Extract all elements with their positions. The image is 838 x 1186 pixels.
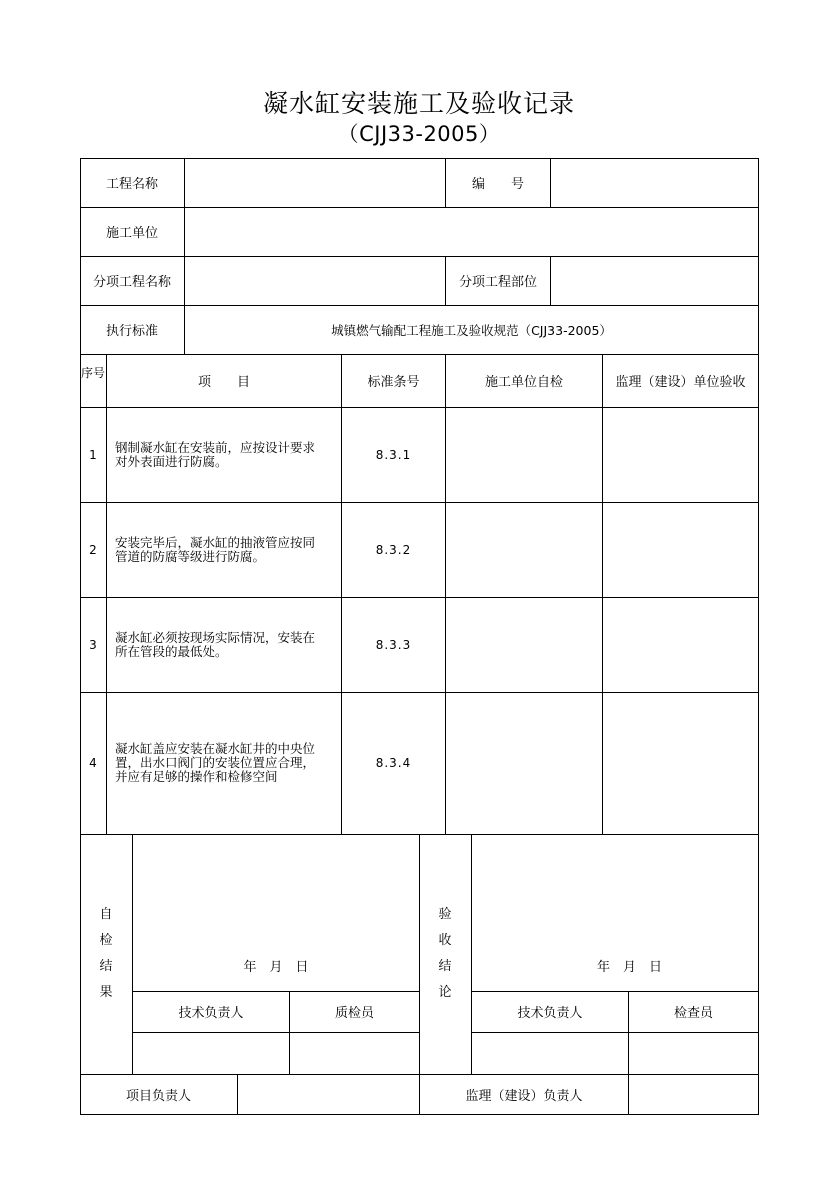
row-self-check-field[interactable] [446,407,602,502]
inspector-signature[interactable] [629,1032,758,1074]
row-supervision-field[interactable] [603,407,758,502]
row-self-check-field[interactable] [446,692,602,834]
row-clause: 8.3.4 [375,756,412,770]
row-seq: 2 [89,542,97,557]
self-tech-lead-signature[interactable] [133,1032,289,1074]
self-result-date: 年 月 日 [243,959,309,975]
construction-unit-label: 施工单位 [105,226,158,241]
row-seq: 4 [89,756,97,770]
quality-inspector-signature[interactable] [290,1032,419,1074]
header-item: 项 目 [197,375,250,390]
header-seq: 序号 [81,366,106,380]
project-manager-label: 项目负责人 [125,1088,191,1104]
row-self-check-field[interactable] [446,502,602,597]
quality-inspector-label: 质检员 [334,1006,374,1021]
acceptance-date: 年 月 日 [596,959,662,975]
row-supervision-field[interactable] [603,692,758,834]
project-manager-signature[interactable] [238,1074,419,1114]
row-supervision-field[interactable] [603,597,758,692]
header-clause: 标准条号 [367,375,420,390]
project-name-label: 工程名称 [105,177,158,192]
header-self-check: 施工单位自检 [484,375,563,390]
acceptance-tech-lead-label: 技术负责人 [517,1006,583,1021]
supervision-manager-label: 监理（建设）负责人 [465,1088,583,1104]
sub-project-location-field[interactable] [551,256,758,305]
inspector-label: 检查员 [673,1006,713,1021]
header-supervision-check: 监理（建设）单位验收 [615,375,746,390]
standard-value: 城镇燃气输配工程施工及验收规范（CJJ33-2005） [331,322,612,338]
sub-project-location-label: 分项工程部位 [458,275,537,290]
sub-project-name-field[interactable] [185,256,445,305]
page-title: 凝水缸安装施工及验收记录 [262,89,575,118]
standard-code: （CJJ33-2005） [337,122,501,146]
acceptance-label: 验收结论 [438,907,452,1000]
row-seq: 1 [89,447,97,462]
acceptance-tech-lead-signature[interactable] [472,1032,628,1074]
self-result-label: 自检结果 [99,907,113,1000]
row-self-check-field[interactable] [446,597,602,692]
row-supervision-field[interactable] [603,502,758,597]
row-item: 凝水缸盖应安装在凝水缸井的中央位置，出水口阀门的安装位置应合理，并应有足够的操作和检修空间 [115,741,316,784]
sub-project-name-label: 分项工程名称 [92,275,171,290]
row-item: 凝水缸必须按现场实际情况，安装在所在管段的最低处。 [115,630,316,659]
supervision-manager-signature[interactable] [629,1074,758,1114]
number-field[interactable] [551,158,758,207]
row-seq: 3 [89,637,97,652]
row-clause: 8.3.3 [375,637,412,652]
self-tech-lead-label: 技术负责人 [178,1006,244,1021]
project-name-field[interactable] [185,158,445,207]
number-label: 编 号 [471,177,524,192]
row-item: 安装完毕后，凝水缸的抽液管应按同管道的防腐等级进行防腐。 [115,535,316,564]
row-item: 钢制凝水缸在安装前，应按设计要求对外表面进行防腐。 [115,440,316,469]
row-clause: 8.3.1 [375,447,412,462]
row-clause: 8.3.2 [375,542,412,557]
standard-label: 执行标准 [105,324,158,339]
construction-unit-field[interactable] [185,207,758,256]
